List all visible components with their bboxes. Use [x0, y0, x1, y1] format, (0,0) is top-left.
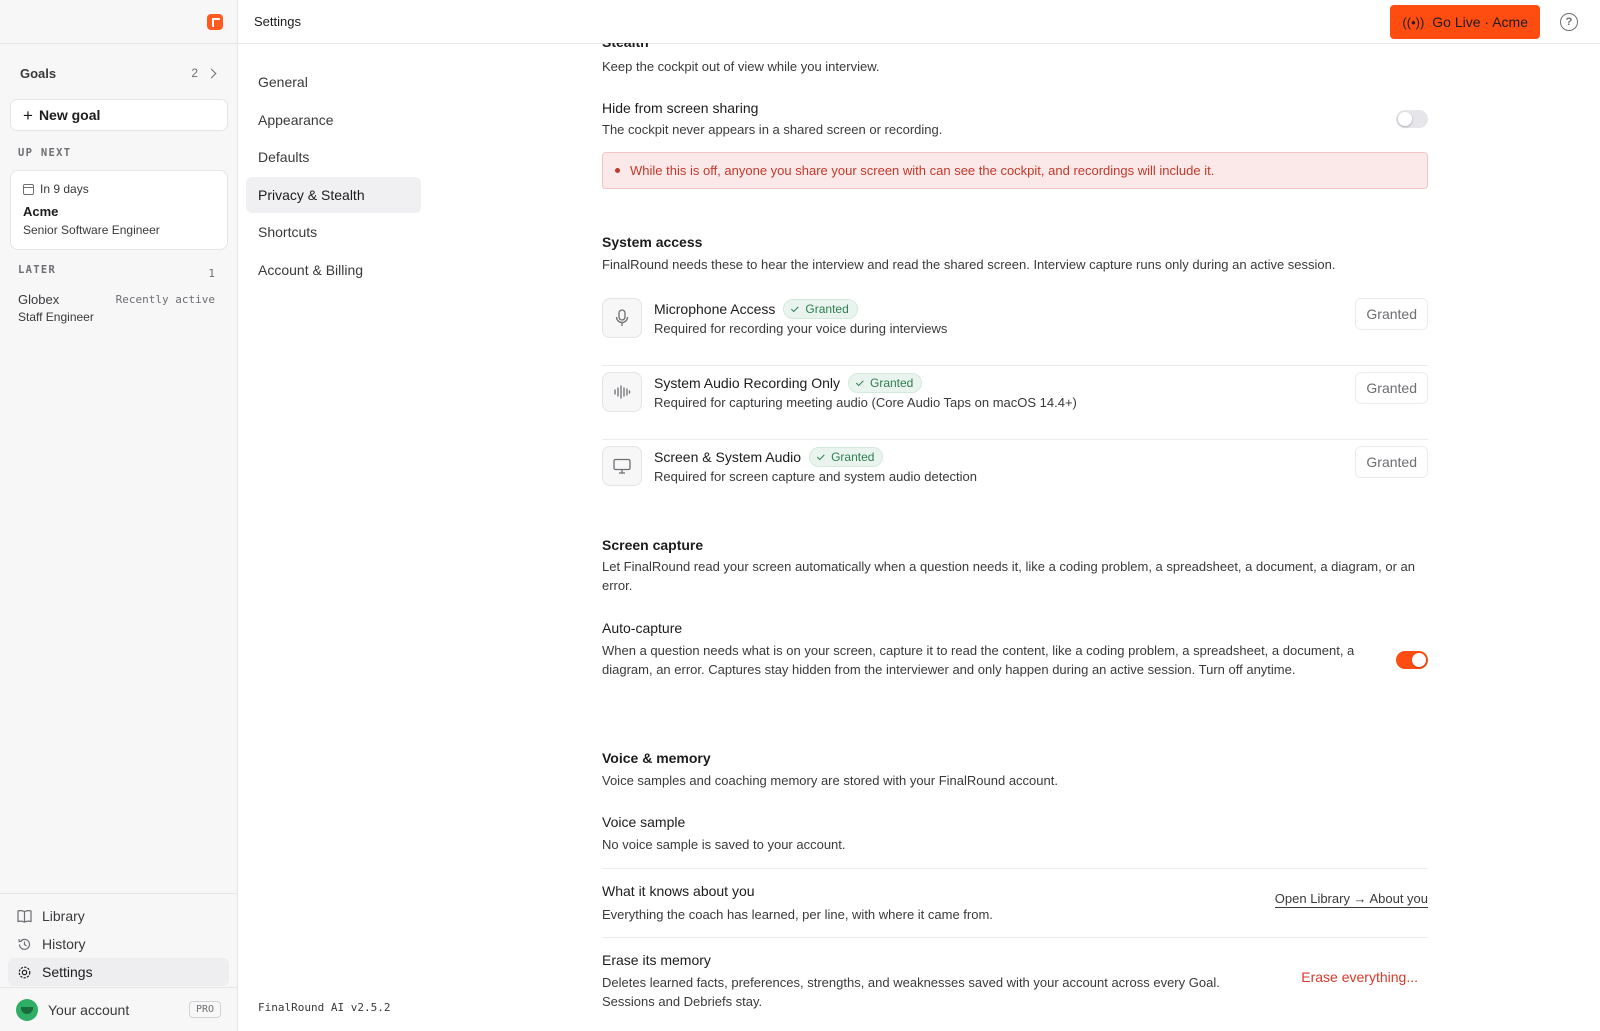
- goals-header[interactable]: [20, 63, 215, 83]
- new-goal-button[interactable]: [10, 99, 228, 131]
- app-logo-icon[interactable]: [207, 14, 223, 30]
- broadcast-icon: ((•)): [1402, 14, 1425, 30]
- granted-badge-label: Granted: [831, 450, 875, 464]
- erase-memory-title: Erase its memory: [602, 952, 711, 968]
- sidebar-item-label: History: [42, 936, 86, 952]
- erase-everything-button[interactable]: Erase everything...: [1301, 969, 1418, 985]
- avatar: [16, 999, 38, 1021]
- hide-sharing-title: Hide from screen sharing: [602, 100, 759, 116]
- gear-icon: [16, 964, 32, 980]
- auto-capture-toggle[interactable]: [1396, 651, 1428, 669]
- sidebar-item-label: Library: [42, 908, 85, 924]
- settings-nav-general[interactable]: General: [258, 74, 308, 90]
- later-goal-company: Globex: [18, 292, 60, 307]
- later-goal-item[interactable]: [18, 292, 215, 324]
- permission-desc: Required for recording your voice during interviews: [654, 321, 948, 336]
- granted-badge: [809, 447, 883, 467]
- go-live-button[interactable]: [1390, 5, 1540, 39]
- section-desc-stealth: Keep the cockpit out of view while you interview.: [602, 59, 880, 74]
- auto-capture-desc: When a question needs what is on your screen, capture it to read the content, like a coding problem, a spreadsheet, a document, a diagram, an error. Captures stay hidden from the interviewer and only happen during an active session. Turn off anytime.: [602, 643, 1355, 677]
- section-desc-system-access: FinalRound needs these to hear the interview and read the shared screen. Interview capture runs only during an active session.: [602, 257, 1336, 272]
- plus-icon: +: [23, 105, 33, 125]
- section-desc-voice-memory: Voice samples and coaching memory are stored with your FinalRound account.: [602, 773, 1058, 788]
- plan-badge: PRO: [189, 1001, 221, 1018]
- permission-desc: Required for capturing meeting audio (Core Audio Taps on macOS 14.4+): [654, 395, 1077, 410]
- go-live-label: Go Live · Acme: [1432, 14, 1528, 30]
- divider: [602, 868, 1428, 869]
- settings-nav: [246, 64, 421, 289]
- settings-nav-defaults[interactable]: Defaults: [258, 149, 310, 165]
- permission-row-microphone: [602, 292, 1428, 366]
- account-row[interactable]: [0, 987, 237, 1031]
- voice-sample-desc: No voice sample is saved to your account.: [602, 837, 846, 852]
- check-icon: [856, 378, 864, 386]
- new-goal-label: New goal: [38, 107, 101, 123]
- toggle-knob: [1412, 653, 1426, 667]
- voice-sample-title: Voice sample: [602, 814, 686, 830]
- audio-waveform-icon: [602, 372, 642, 412]
- section-title-system-access: System access: [602, 234, 703, 250]
- permission-row-system-audio: [602, 366, 1428, 440]
- sidebar-item-label: Settings: [42, 964, 93, 980]
- chevron-right-icon[interactable]: [207, 68, 217, 78]
- warning-dot-icon: [615, 168, 620, 173]
- later-goal-status: Recently active: [115, 293, 215, 306]
- sidebar-item-history[interactable]: [8, 930, 229, 958]
- account-label: Your account: [48, 1001, 130, 1018]
- divider: [602, 937, 1428, 938]
- goal-date: In 9 days: [40, 182, 89, 196]
- system-audio-granted-button[interactable]: Granted: [1355, 372, 1428, 404]
- monitor-icon: [602, 446, 642, 486]
- granted-badge-label: Granted: [869, 376, 914, 390]
- section-title-screen-capture: Screen capture: [602, 537, 704, 553]
- goal-company: Acme: [23, 204, 59, 219]
- auto-capture-title: Auto-capture: [602, 620, 683, 636]
- sidebar-header: [0, 0, 237, 44]
- permission-title: Screen & System Audio: [654, 449, 802, 465]
- knows-about-title: What it knows about you: [602, 883, 755, 899]
- calendar-icon: [23, 184, 34, 195]
- settings-nav-privacy-stealth[interactable]: Privacy & Stealth: [246, 177, 421, 213]
- microphone-icon: [602, 298, 642, 338]
- check-icon: [791, 304, 799, 312]
- screen-granted-button[interactable]: Granted: [1355, 446, 1428, 478]
- up-next-goal-card[interactable]: [10, 170, 228, 250]
- granted-badge-label: Granted: [805, 302, 849, 316]
- goal-role: Senior Software Engineer: [23, 223, 160, 237]
- permission-desc: Required for screen capture and system audio detection: [654, 469, 978, 484]
- sidebar-item-settings[interactable]: [8, 958, 229, 986]
- section-title-voice-memory: Voice & memory: [602, 750, 711, 766]
- toggle-knob: [1398, 112, 1412, 126]
- goals-label: Goals: [20, 65, 57, 81]
- help-icon[interactable]: ?: [1560, 13, 1578, 31]
- granted-badge: [783, 299, 857, 319]
- page-title: Settings: [254, 14, 301, 29]
- later-count: 1: [208, 267, 215, 280]
- granted-badge: [848, 373, 922, 393]
- later-label: LATER: [18, 264, 57, 276]
- erase-memory-desc: Deletes learned facts, preferences, strengths, and weaknesses saved with your account across every Goal. Sessions and Debriefs stay.: [602, 975, 1220, 1009]
- sidebar-item-library[interactable]: [8, 902, 229, 930]
- sidebar: [0, 0, 238, 1031]
- microphone-granted-button[interactable]: Granted: [1355, 298, 1428, 330]
- top-bar: [238, 0, 1600, 44]
- app-version: FinalRound AI v2.5.2: [258, 1001, 391, 1014]
- settings-nav-shortcuts[interactable]: Shortcuts: [258, 224, 318, 240]
- permission-title: System Audio Recording Only: [654, 375, 840, 391]
- settings-nav-account-billing[interactable]: Account & Billing: [258, 261, 364, 278]
- check-icon: [817, 452, 825, 460]
- open-library-link[interactable]: Open Library → About you: [1274, 891, 1428, 906]
- warning-text: While this is off, anyone you share your screen with can see the cockpit, and recordings will include it.: [630, 163, 1215, 178]
- hide-sharing-desc: The cockpit never appears in a shared screen or recording.: [602, 122, 943, 137]
- goals-count: 2: [191, 66, 198, 80]
- settings-nav-appearance[interactable]: Appearance: [258, 111, 334, 128]
- permission-title: Microphone Access: [654, 301, 776, 317]
- permission-row-screen: [602, 440, 1428, 514]
- up-next-label: UP NEXT: [18, 147, 72, 159]
- knows-about-desc: Everything the coach has learned, per line, with where it came from.: [602, 907, 993, 922]
- later-goal-role: Staff Engineer: [18, 310, 94, 324]
- book-icon: [16, 908, 32, 924]
- history-icon: [16, 936, 32, 952]
- stealth-warning-banner: [602, 152, 1428, 189]
- hide-sharing-toggle[interactable]: [1396, 110, 1428, 128]
- section-desc-screen-capture: Let FinalRound read your screen automatically when a question needs it, like a coding problem, a spreadsheet, a document, a diagram, or an error.: [602, 559, 1415, 593]
- sidebar-bottom-nav: [0, 893, 237, 986]
